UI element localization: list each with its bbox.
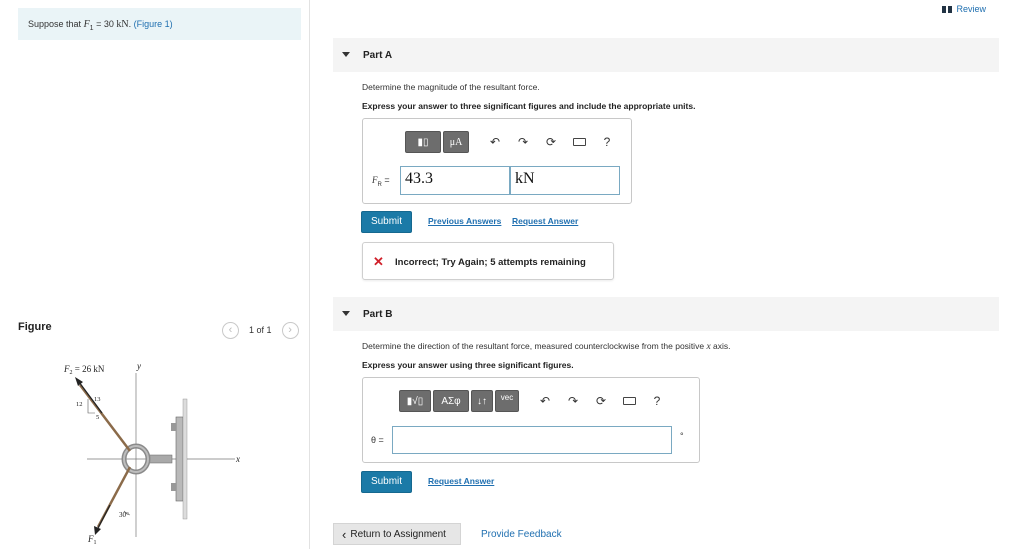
provide-feedback-link[interactable]: Provide Feedback (481, 529, 562, 540)
bolt-top (171, 423, 176, 431)
arrow-f1-head (94, 526, 101, 535)
return-label: Return to Assignment (350, 528, 446, 540)
bolt-bottom (171, 483, 176, 491)
wall (183, 399, 187, 519)
part-b-request-answer-link[interactable]: Request Answer (428, 476, 495, 486)
angle-label: 30° (119, 511, 129, 519)
templates-button[interactable]: ▮√▯ (399, 390, 431, 412)
keyboard-icon[interactable] (565, 135, 593, 149)
part-a-header[interactable] (333, 38, 999, 72)
degree-symbol: ° (680, 431, 684, 441)
help-button[interactable]: ? (653, 394, 661, 408)
figure-title: Figure (18, 321, 52, 333)
part-a-answer-box (362, 118, 632, 204)
theta-label: θ = (371, 435, 384, 445)
part-a-instruction: Express your answer to three significant figures and include the appropriate units. (362, 101, 696, 111)
figure-pager (222, 321, 299, 339)
figure-link[interactable]: (Figure 1) (133, 19, 173, 29)
review-link[interactable] (942, 4, 986, 14)
review-icon (942, 6, 952, 13)
incorrect-feedback (362, 242, 614, 280)
arrows-button[interactable]: ↓↑ (471, 390, 493, 412)
reset-icon[interactable]: ⟳ (545, 135, 557, 149)
slope-5-label: 5 (96, 414, 100, 421)
part-a-question: Determine the magnitude of the resultant force. (362, 82, 540, 92)
problem-statement (18, 8, 301, 40)
part-b-instruction: Express your answer using three significant figures. (362, 360, 574, 370)
force-unit: kN (116, 19, 129, 30)
part-a-title: Part A (363, 50, 393, 61)
part-b-answer-box (362, 377, 700, 463)
force-sub: 1 (89, 24, 94, 32)
redo-icon[interactable]: ↷ (517, 135, 529, 149)
problem-prefix: Suppose that (28, 19, 82, 29)
part-a-submit-button[interactable]: Submit (361, 211, 412, 233)
y-axis-label: y (137, 361, 141, 371)
slope-13-label: 13 (94, 396, 101, 403)
units-button[interactable]: μA (443, 131, 469, 153)
units-input[interactable]: kN (510, 166, 620, 195)
chevron-left-icon: ‹ (342, 526, 347, 542)
vec-button[interactable]: vec (495, 390, 519, 412)
part-b-header[interactable] (333, 297, 999, 331)
greek-button[interactable]: ΑΣφ (433, 390, 469, 412)
error-icon: ✕ (373, 254, 384, 269)
rope-f2 (80, 385, 130, 451)
part-a-toolbar (405, 131, 621, 153)
reset-icon[interactable]: ⟳ (595, 394, 607, 408)
part-a-request-answer-link[interactable]: Request Answer (512, 216, 579, 226)
collapse-triangle-icon (342, 311, 350, 316)
undo-icon[interactable]: ↶ (489, 135, 501, 149)
collapse-triangle-icon (342, 52, 350, 57)
arrow-f1 (97, 505, 110, 530)
magnitude-input[interactable]: 43.3 (400, 166, 510, 195)
feedback-message: Incorrect; Try Again; 5 attempts remaining (395, 257, 586, 268)
f1-label: $F_1$ (88, 534, 97, 545)
help-button[interactable]: ? (603, 135, 611, 149)
wall-plate (176, 417, 183, 501)
angle-input[interactable] (392, 426, 672, 454)
force-eq: = 30 (96, 19, 114, 29)
force-var: F (83, 19, 90, 30)
undo-icon[interactable]: ↶ (539, 394, 551, 408)
review-label: Review (956, 4, 986, 14)
prev-figure-button[interactable]: ‹ (222, 322, 239, 339)
templates-button[interactable]: ▮▯ (405, 131, 441, 153)
part-b-question: Determine the direction of the resultant force, measured counterclockwise from the positive x axis. (362, 341, 731, 352)
next-figure-button[interactable]: › (282, 322, 299, 339)
return-to-assignment-button[interactable] (333, 523, 461, 545)
pager-text: 1 of 1 (249, 325, 272, 335)
part-a-field-label: $F_R$ = (372, 175, 390, 188)
previous-answers-link[interactable]: Previous Answers (428, 216, 502, 226)
left-panel (0, 0, 310, 549)
x-axis-label: x (236, 454, 240, 464)
part-b-toolbar (399, 390, 671, 412)
arrow-f2-head (75, 377, 83, 386)
part-b-submit-button[interactable]: Submit (361, 471, 412, 493)
problem-sep: . (128, 19, 132, 29)
force-diagram (50, 355, 280, 545)
redo-icon[interactable]: ↷ (567, 394, 579, 408)
f2-label: $F_2 = 26$ kN (64, 364, 105, 376)
keyboard-icon[interactable] (615, 394, 643, 408)
slope-12-label: 12 (76, 401, 83, 408)
part-b-title: Part B (363, 309, 393, 320)
